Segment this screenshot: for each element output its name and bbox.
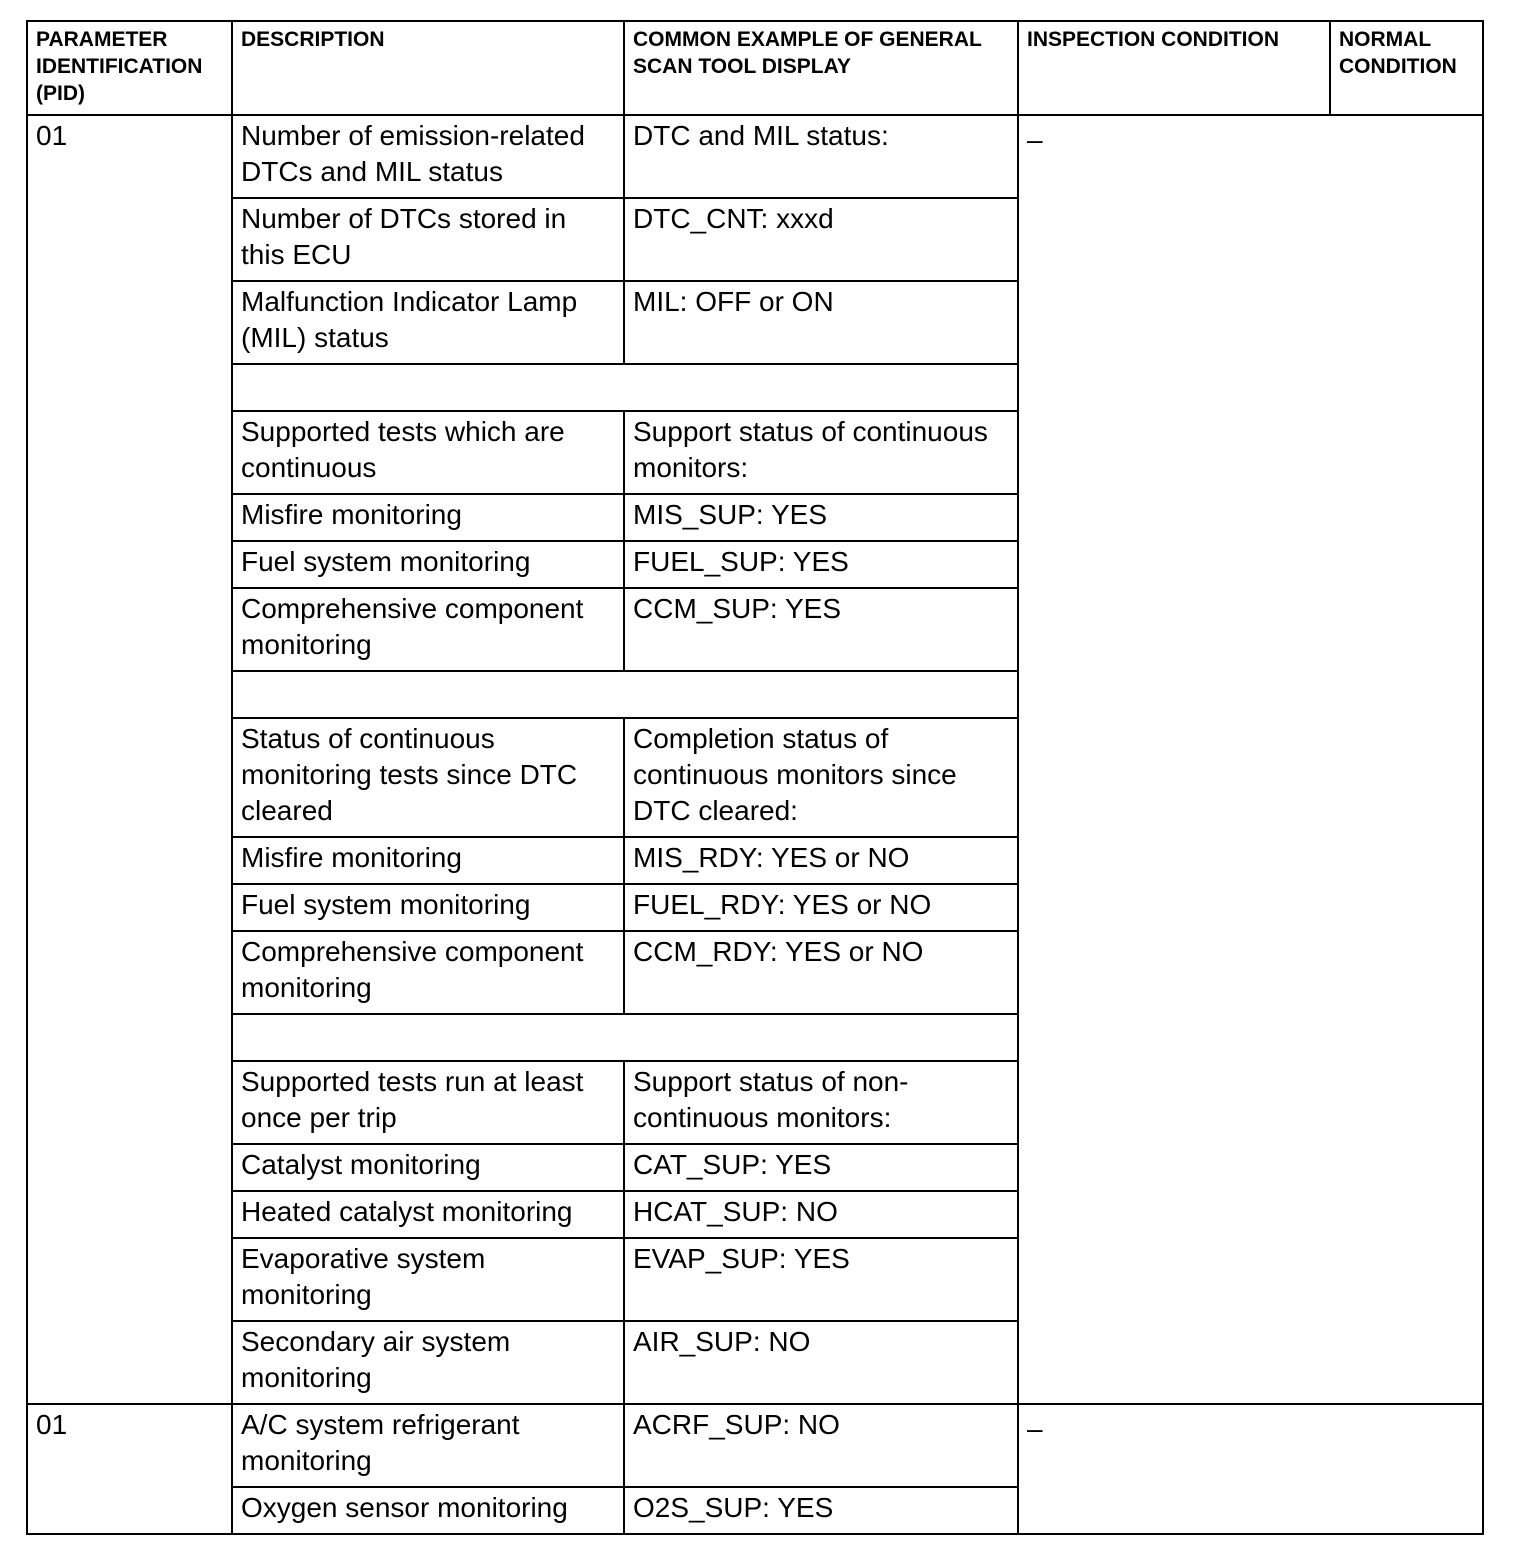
display-cell: DTC and MIL status: xyxy=(624,115,1018,198)
condition-cell xyxy=(1018,1404,1483,1534)
display-cell: ACRF_SUP: NO xyxy=(624,1404,1018,1487)
display-cell: FUEL_RDY: YES or NO xyxy=(624,884,1018,931)
header-pid: PARAMETER IDENTIFICATION (PID) xyxy=(27,21,232,115)
pid-cell xyxy=(27,115,232,1404)
display-cell: Support status of continuous monitors: xyxy=(624,411,1018,494)
spacer-cell xyxy=(232,364,1018,411)
pid-value: 01 xyxy=(36,120,68,151)
header-scan-display: COMMON EXAMPLE OF GENERAL SCAN TOOL DISPLAY xyxy=(624,21,1018,115)
description-cell: Supported tests run at least once per trip xyxy=(232,1061,624,1144)
description-cell: Evaporative system monitoring xyxy=(232,1238,624,1321)
display-cell: EVAP_SUP: YES xyxy=(624,1238,1018,1321)
display-cell: CAT_SUP: YES xyxy=(624,1144,1018,1191)
description-cell: Malfunction Indicator Lamp (MIL) status xyxy=(232,281,624,364)
display-cell: MIS_SUP: YES xyxy=(624,494,1018,541)
header-description: DESCRIPTION xyxy=(232,21,624,115)
description-cell: Number of emission-related DTCs and MIL status xyxy=(232,115,624,198)
display-cell: CCM_SUP: YES xyxy=(624,588,1018,671)
description-cell: Comprehensive component monitoring xyxy=(232,588,624,671)
description-cell: Comprehensive component monitoring xyxy=(232,931,624,1014)
spacer-cell xyxy=(232,1014,1018,1061)
display-cell: CCM_RDY: YES or NO xyxy=(624,931,1018,1014)
description-cell: Status of continuous monitoring tests since DTC cleared xyxy=(232,718,624,837)
description-cell: Fuel system monitoring xyxy=(232,541,624,588)
pid-cell xyxy=(27,1404,232,1534)
header-row xyxy=(27,21,1483,115)
display-cell: MIS_RDY: YES or NO xyxy=(624,837,1018,884)
description-cell: Secondary air system monitoring xyxy=(232,1321,624,1404)
description-cell: Supported tests which are continuous xyxy=(232,411,624,494)
description-cell: A/C system refrigerant monitoring xyxy=(232,1404,624,1487)
display-cell: DTC_CNT: xxxd xyxy=(624,198,1018,281)
table-row xyxy=(27,115,1483,198)
condition-value: – xyxy=(1027,1413,1043,1444)
description-cell: Heated catalyst monitoring xyxy=(232,1191,624,1238)
display-cell: MIL: OFF or ON xyxy=(624,281,1018,364)
description-cell: Number of DTCs stored in this ECU xyxy=(232,198,624,281)
display-cell: FUEL_SUP: YES xyxy=(624,541,1018,588)
pid-value: 01 xyxy=(36,1409,68,1440)
description-cell: Oxygen sensor monitoring xyxy=(232,1487,624,1534)
condition-value: – xyxy=(1027,124,1043,155)
pid-table xyxy=(26,20,1484,1535)
display-cell: O2S_SUP: YES xyxy=(624,1487,1018,1534)
spacer-cell xyxy=(232,671,1018,718)
description-cell: Misfire monitoring xyxy=(232,494,624,541)
display-cell: HCAT_SUP: NO xyxy=(624,1191,1018,1238)
header-normal-condition: NORMAL CONDITION xyxy=(1330,21,1483,115)
display-cell: Completion status of continuous monitors since DTC cleared: xyxy=(624,718,1018,837)
description-cell: Fuel system monitoring xyxy=(232,884,624,931)
display-cell: AIR_SUP: NO xyxy=(624,1321,1018,1404)
description-cell: Catalyst monitoring xyxy=(232,1144,624,1191)
header-inspection-condition: INSPECTION CONDITION xyxy=(1018,21,1330,115)
display-cell: Support status of non-continuous monitors: xyxy=(624,1061,1018,1144)
description-cell: Misfire monitoring xyxy=(232,837,624,884)
table-row xyxy=(27,1404,1483,1487)
condition-cell xyxy=(1018,115,1483,1404)
